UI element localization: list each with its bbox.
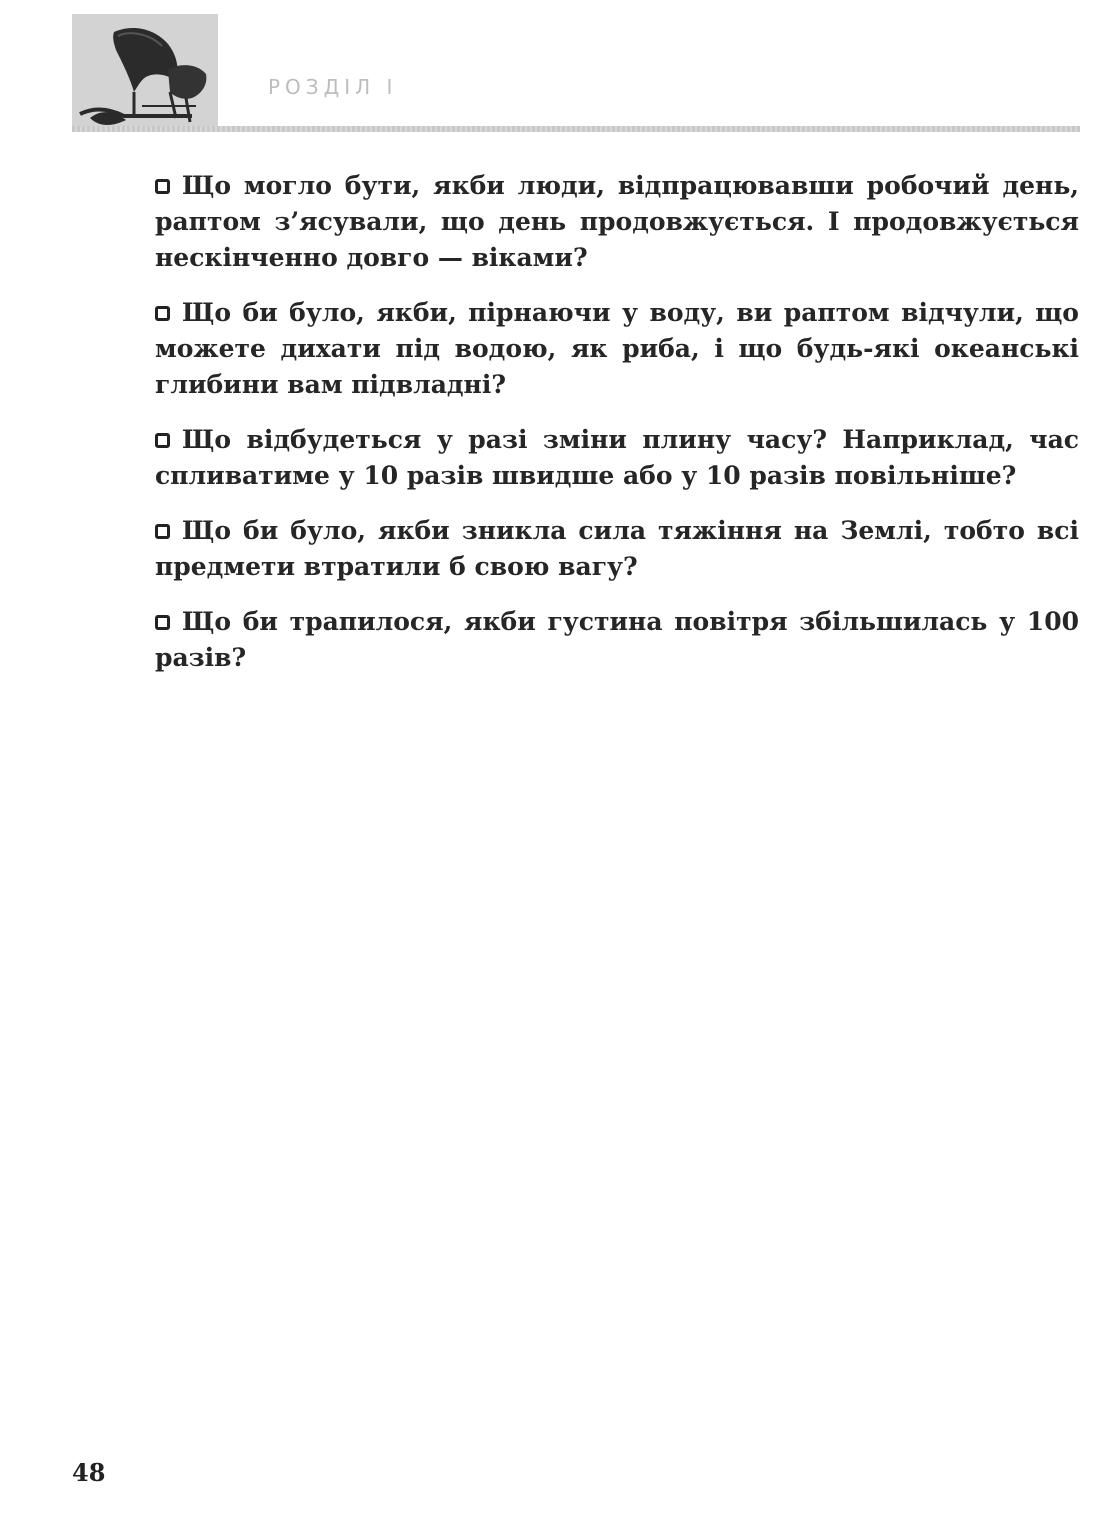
checkbox-icon: [155, 433, 170, 448]
checkbox-icon: [155, 306, 170, 321]
question-item: [155, 422, 1079, 494]
question-text: Що могло бути, якби люди, відпрацювавши робочий день, раптом з’ясували, що день продовжується. І продовжується нескінченно довго — віками?: [155, 171, 1079, 272]
question-item: [155, 604, 1079, 676]
header-illustration: [72, 14, 218, 132]
question-item: [155, 513, 1079, 585]
question-list: [155, 168, 1079, 695]
ornithopter-icon: [72, 14, 218, 132]
question-text: Що би було, якби зникла сила тяжіння на Землі, тобто всі предмети втратили б свою вагу?: [155, 516, 1079, 581]
checkbox-icon: [155, 615, 170, 630]
checkbox-icon: [155, 524, 170, 539]
question-item: [155, 168, 1079, 276]
section-title: РОЗДІЛ І: [268, 75, 398, 99]
question-text: Що би трапилося, якби густина повітря збільшилась у 100 разів?: [155, 607, 1079, 672]
checkbox-icon: [155, 179, 170, 194]
header-rule: [72, 126, 1080, 132]
question-text: Що би було, якби, пірнаючи у воду, ви раптом відчули, що можете дихати під водою, як риба, і що будь-які океанські глибини вам підвладні?: [155, 298, 1079, 399]
question-item: [155, 295, 1079, 403]
page-number: 48: [72, 1458, 106, 1487]
question-text: Що відбудеться у разі зміни плину часу? Наприклад, час спливатиме у 10 разів швидше або у 10 разів повільніше?: [155, 425, 1079, 490]
